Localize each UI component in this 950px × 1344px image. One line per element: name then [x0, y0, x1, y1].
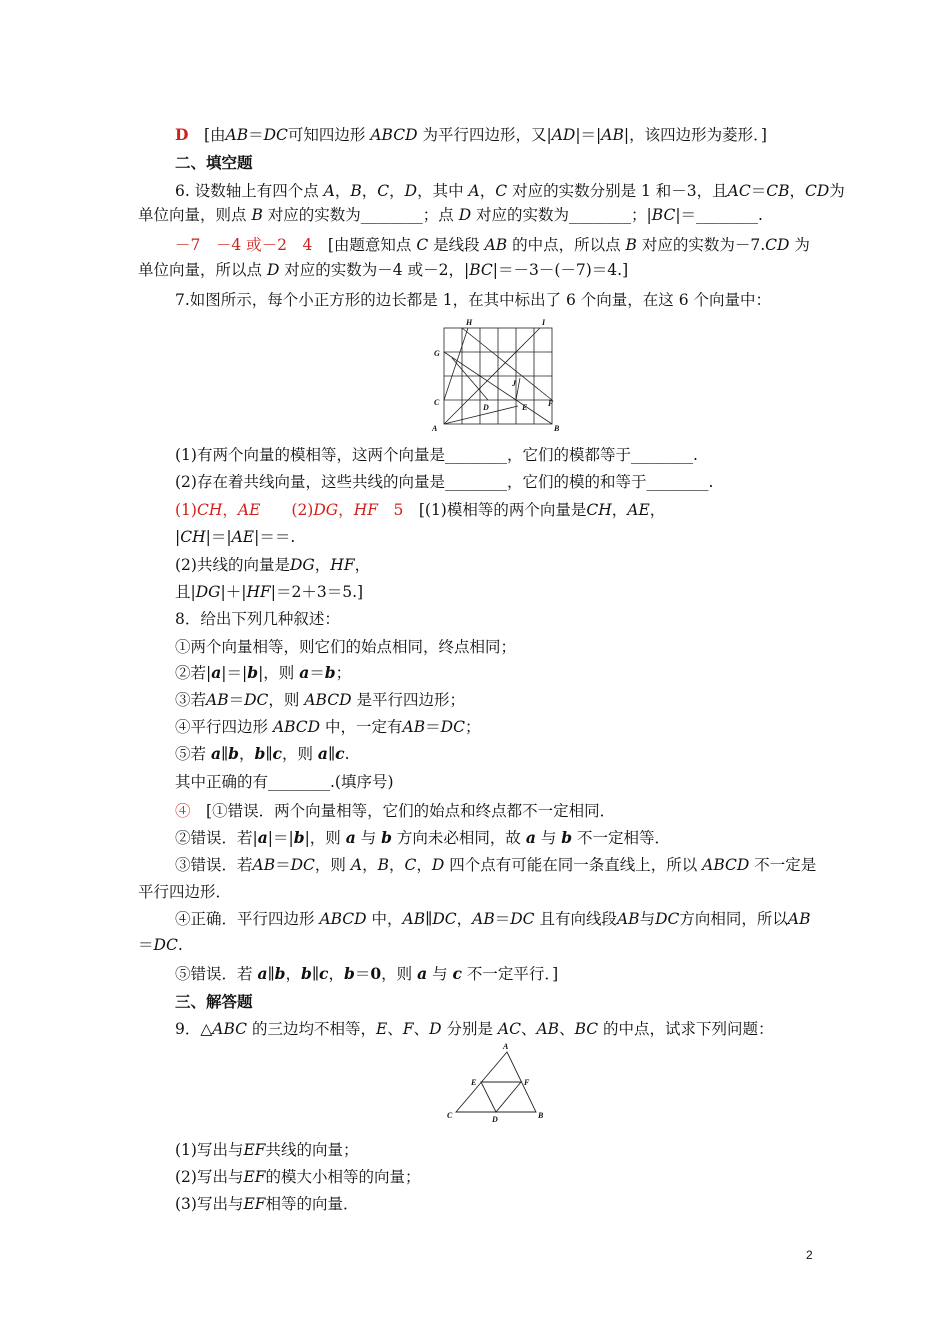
svg-text:C: C [447, 1111, 453, 1120]
text-line: ⑤若 a∥b，b∥c，则 a∥c. [175, 744, 350, 763]
svg-text:J: J [512, 379, 516, 388]
text-line: 6. 设数轴上有四个点 A，B，C，D，其中 A，C 对应的实数分别是 1 和－3，且AC＝CB，CD为 [175, 182, 845, 200]
text-line: ④正确．平行四边形 ABCD 中，AB∥DC，AB＝DC 且有向线段AB与DC方向相同，所以AB [175, 910, 811, 928]
text-line: 二、填空题 [175, 153, 253, 172]
text-line: ④ [①错误．两个向量相等，它们的始点和终点都不一定相同． [175, 802, 616, 820]
text-line: 单位向量，则点 B 对应的实数为________；点 D 对应的实数为________；|BC|＝________. [138, 206, 763, 224]
text-line: (2)存在着共线向量，这些共线的向量是________，它们的模的和等于________. [175, 473, 714, 491]
text-line: 7.如图所示，每个小正方形的边长都是 1，在其中标出了 6 个向量，在这 6 个向量中： [175, 291, 772, 309]
text-line: 其中正确的有________.(填序号) [175, 773, 394, 791]
svg-text:A: A [503, 1042, 509, 1051]
text-line: ④平行四边形 ABCD 中，一定有AB＝DC； [175, 718, 481, 736]
svg-text:F: F [548, 399, 554, 408]
svg-text:I: I [542, 318, 546, 327]
text-line: ③若AB＝DC，则 ABCD 是平行四边形； [175, 691, 465, 709]
text-line: (2)写出与EF的模大小相等的向量； [175, 1168, 421, 1186]
text-line: ②错误．若|a|＝|b|，则 a 与 b 方向未必相同，故 a 与 b 不一定相等． [175, 828, 671, 847]
svg-text:E: E [522, 403, 528, 412]
text-line: ①两个向量相等，则它们的始点相同，终点相同； [175, 638, 517, 656]
text-line: 9．△ABC 的三边均不相等，E、F、D 分别是 AC、AB、BC 的中点，试求下列问题： [175, 1020, 774, 1038]
text-line: －7 －4 或－2 4 [由题意知点 C 是线段 AB 的中点，所以点 B 对应的实数为－7.CD 为 [175, 236, 810, 254]
text-line: ③错误．若AB＝DC，则 A，B，C，D 四个点有可能在同一条直线上，所以 ABCD 不一定是 [175, 856, 817, 874]
text-line: 三、解答题 [175, 992, 253, 1011]
svg-text:B: B [538, 1111, 544, 1120]
text-line: |CH|＝|AE|＝＝. [175, 528, 296, 546]
page-number: 2 [806, 1248, 813, 1262]
grid-labels [431, 318, 560, 433]
text-line: ＝DC. [138, 936, 183, 954]
text-line: 单位向量，所以点 D 对应的实数为－4 或－2，|BC|＝－3－(－7)＝4.] [138, 261, 629, 279]
svg-text:D: D [483, 403, 489, 412]
svg-text:B: B [554, 424, 560, 433]
text-line: 8．给出下列几种叙述： [175, 610, 340, 628]
text-line: 平行四边形． [138, 883, 232, 901]
text-line: (1)CH，AE (2)DG，HF 5 [(1)模相等的两个向量是CH，AE， [175, 501, 666, 519]
svg-text:D: D [492, 1115, 498, 1124]
text-line: (1)有两个向量的模相等，这两个向量是________，它们的模都等于________. [175, 446, 698, 464]
text-line: (1)写出与EF共线的向量； [175, 1141, 359, 1159]
text-line: 且|DG|＋|HF|＝2＋3＝5.] [175, 583, 364, 601]
vector-grid-figure [428, 316, 562, 434]
triangle-figure [444, 1040, 548, 1126]
text-line: ⑤错误．若 a∥b，b∥c，b＝0，则 a 与 c 不一定平行．] [175, 964, 559, 983]
svg-text:F: F [524, 1078, 530, 1087]
svg-text:E: E [471, 1078, 477, 1087]
svg-text:H: H [466, 318, 473, 327]
text-line: ②若|a|＝|b|，则 a＝b； [175, 663, 352, 682]
text-line: D [由AB＝DC可知四边形 ABCD 为平行四边形，又|AD|＝|AB|，该四边形为菱形．] [175, 125, 767, 144]
text-line: (2)共线的向量是DG，HF， [175, 556, 371, 574]
svg-text:G: G [434, 349, 440, 358]
text-line: (3)写出与EF相等的向量． [175, 1195, 359, 1213]
svg-text:A: A [432, 424, 438, 433]
svg-text:C: C [434, 398, 440, 407]
